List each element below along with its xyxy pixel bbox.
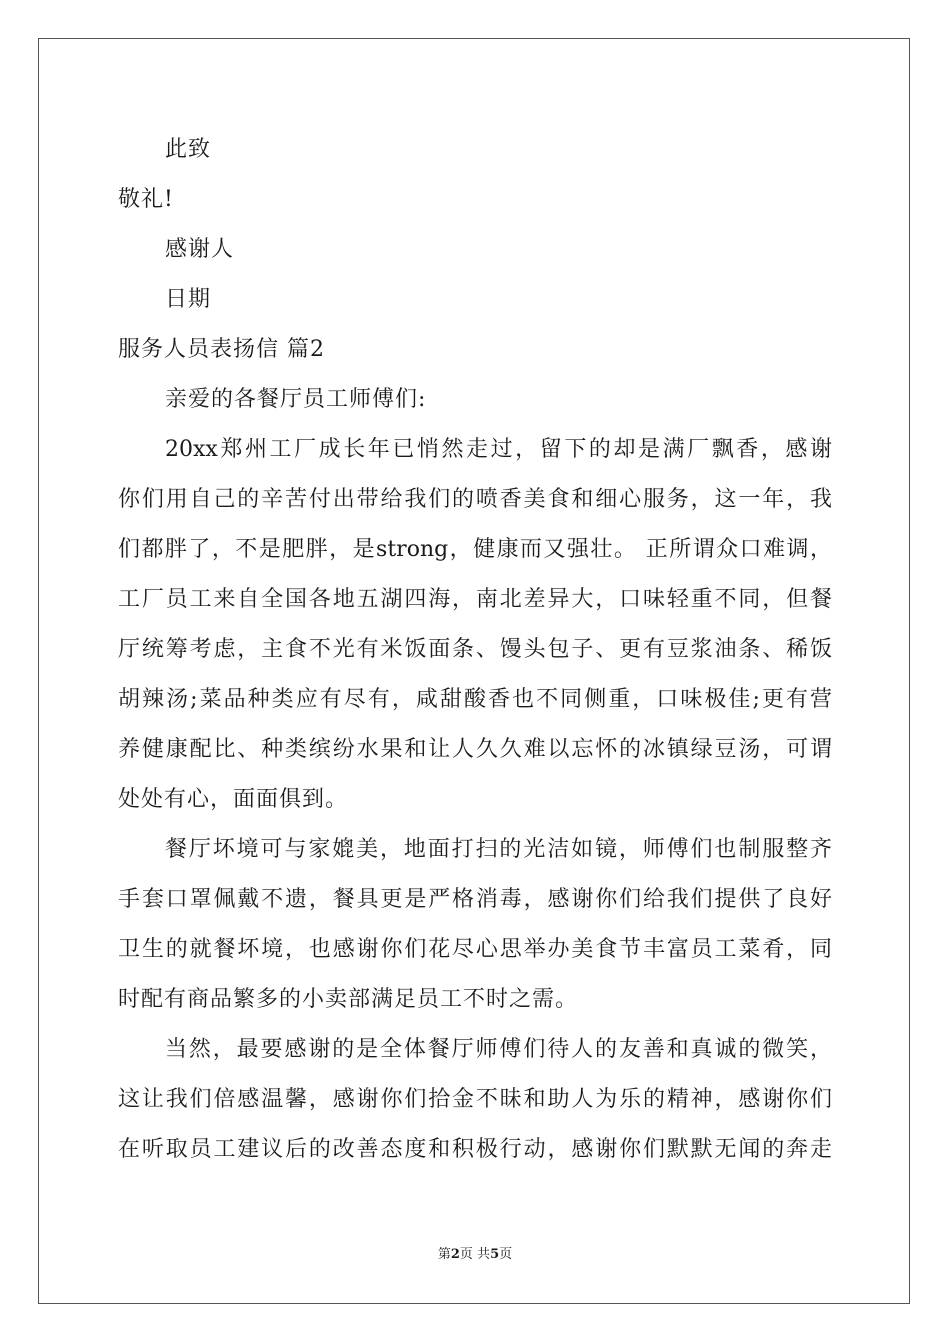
date-label: 日期 <box>165 287 212 312</box>
paragraph-3-line: 当然，最要感谢的是全体餐厅师傅们待人的友善和真诚的微笑， <box>165 1037 832 1062</box>
page-prefix: 第 <box>437 1247 451 1262</box>
current-page-number: 2 <box>450 1247 460 1262</box>
paragraph-1-line: 胡辣汤;菜品种类应有尽有，咸甜酸香也不同侧重，口味极佳;更有营 <box>118 687 832 712</box>
signer-label: 感谢人 <box>165 237 235 262</box>
section-title: 服务人员表扬信 篇2 <box>118 337 325 362</box>
paragraph-3-line: 在听取员工建议后的改善态度和积极行动，感谢你们默默无闻的奔走 <box>118 1137 832 1162</box>
page-suffix: 页 <box>499 1247 513 1262</box>
paragraph-2-line: 卫生的就餐坏境，也感谢你们花尽心思举办美食节丰富员工菜肴，同 <box>118 937 832 962</box>
closing-line-1: 此致 <box>165 137 212 162</box>
paragraph-1-line: 工厂员工来自全国各地五湖四海，南北差异大，口味轻重不同，但餐 <box>118 587 832 612</box>
page-mid: 页 共 <box>459 1247 491 1262</box>
paragraph-1-line: 你们用自己的辛苦付出带给我们的喷香美食和细心服务，这一年，我 <box>118 487 832 512</box>
paragraph-2-line: 手套口罩佩戴不遗，餐具更是严格消毒，感谢你们给我们提供了良好 <box>118 887 832 912</box>
paragraph-1-line: 处处有心，面面俱到。 <box>118 787 349 812</box>
page-number-footer <box>0 1246 950 1264</box>
paragraph-1-line: 养健康配比、种类缤纷水果和让人久久难以忘怀的冰镇绿豆汤，可谓 <box>118 737 832 762</box>
paragraph-3-line: 这让我们倍感温馨，感谢你们拾金不昧和助人为乐的精神，感谢你们 <box>118 1087 832 1112</box>
paragraph-1-line: 20xx郑州工厂成长年已悄然走过，留下的却是满厂飘香，感谢 <box>165 437 832 462</box>
closing-line-2: 敬礼! <box>118 187 174 212</box>
paragraph-1-line: 们都胖了，不是肥胖，是strong，健康而又强壮。 正所谓众口难调， <box>118 537 832 562</box>
paragraph-2-line: 餐厅坏境可与家媲美，地面打扫的光洁如镜，师傅们也制服整齐 <box>165 837 832 862</box>
paragraph-1-line: 厅统筹考虑，主食不光有米饭面条、馒头包子、更有豆浆油条、稀饭 <box>118 637 832 662</box>
paragraph-2-line: 时配有商品繁多的小卖部满足员工不时之需。 <box>118 987 579 1012</box>
total-page-number: 5 <box>490 1247 500 1262</box>
salutation: 亲爱的各餐厅员工师傅们: <box>165 387 427 412</box>
